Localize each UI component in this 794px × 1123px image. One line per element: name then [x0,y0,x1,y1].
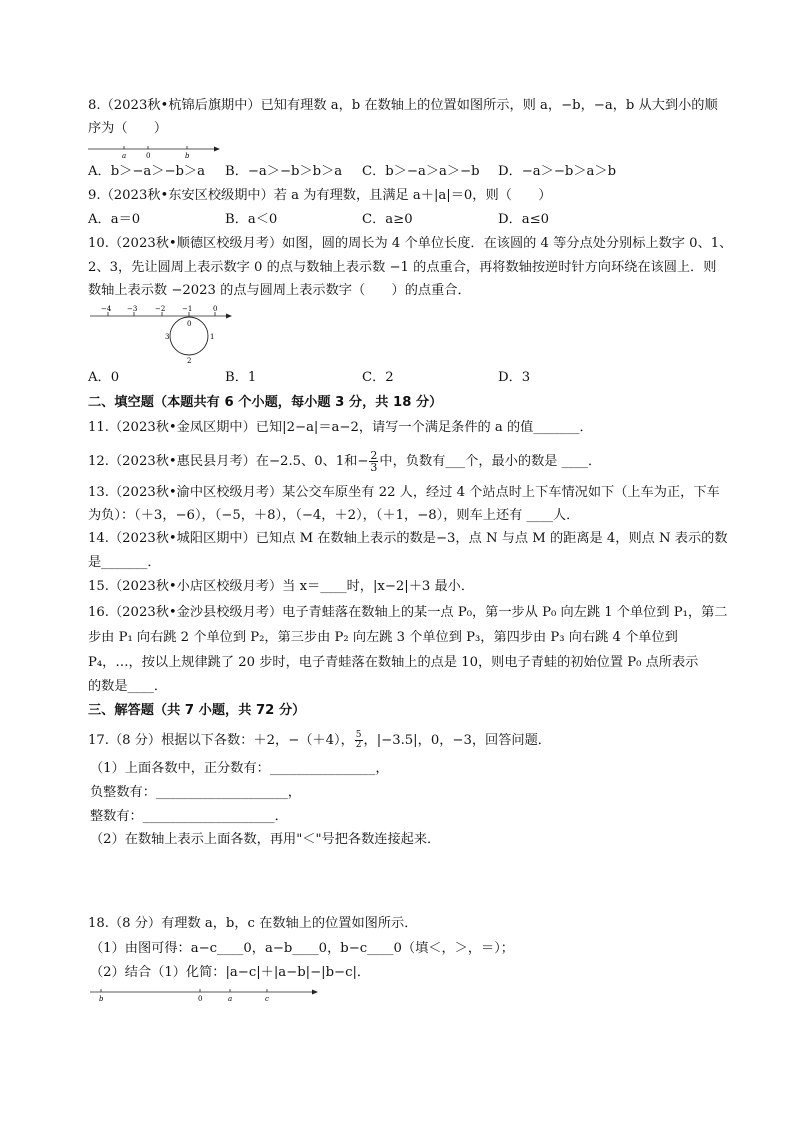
q18-sub2: （2）结合（1）化简：|a−c|＋|a−b|−|b−c|． [90,965,371,980]
q16-line4: 的数是____． [88,679,168,694]
q10-tick-minus3: −3 [127,305,138,313]
q10-circle-label-1: 1 [210,333,215,341]
q11-line: 11.（2023秋•金凤区期中）已知|2−a|＝a−2，请写一个满足条件的 a 的值_______． [88,420,593,435]
q10-line1: 10.（2023秋•顺德区校级月考）如图，圆的周长为 4 个单位长度．在该圆的 4 等分点处分别标上数字 0、1、 [88,236,733,251]
q18-fig-label-a: a [228,995,233,1003]
q17-sub3: 整数有：____________________． [90,809,288,824]
q16-line3: P₄，…，按以上规律跳了 20 步时，电子青蛙落在数轴上的点是 10，则电子青蛙的初始位置 P₀ 点所表示 [88,655,699,670]
q10-option-a: A．0 [88,370,120,385]
q10-option-c: C．2 [362,370,394,385]
q15-line: 15.（2023秋•小店区校级月考）当 x＝____时，|x−2|＋3 最小． [88,579,475,594]
q17-text-pre: 17.（8 分）根据以下各数：＋2，−（＋4）， [88,733,354,748]
q17-text-post: ，|−3.5|，0，−3，回答问题． [363,733,551,748]
q10-option-d: D．3 [498,370,531,385]
q8-option-d: D．−a＞−b＞a＞b [498,164,617,179]
q12-fraction-denominator: 3 [370,461,378,474]
section-fill-in-heading: 二、填空题（本题共有 6 个小题，每小题 3 分，共 18 分） [88,395,443,410]
q16-line2: 步由 P₁ 向右跳 2 个单位到 P₂，第三步由 P₂ 向左跳 3 个单位到 P₃，第四步由 P₃ 向右跳 4 个单位到 [88,630,678,645]
q18-fig-label-0: 0 [198,995,203,1003]
q8-option-b: B．−a＞−b＞b＞a [225,164,343,179]
q10-circle-label-0: 0 [187,320,192,328]
q9-line1: 9.（2023秋•东安区校级期中）若 a 为有理数，且满足 a＋|a|＝0，则（ ） [88,188,552,203]
q8-line2: 序为（ ） [88,121,168,136]
q17-fraction [355,731,363,750]
q8-fig-label-0: 0 [146,152,151,160]
q17-sub2: 负整数有：____________________， [90,785,301,800]
q16-line1: 16.（2023秋•金沙县校级月考）电子青蛙落在数轴上的某一点 P₀，第一步从 P₀ 向左跳 1 个单位到 P₁，第二 [88,605,728,620]
q12-text-pre: 12.（2023秋•惠民县月考）在−2.5、0、1和− [88,454,369,469]
q10-circle-label-3: 3 [165,333,170,341]
q17-line1 [88,731,551,750]
q13-line1: 13.（2023秋•渝中区校级月考）某公交车原坐有 22 人，经过 4 个站点时上下车情况如下（上车为正，下车 [88,485,720,500]
q12-line [88,450,601,473]
q17-sub4: （2）在数轴上表示上面各数，再用"＜"号把各数连接起来． [90,832,441,847]
q8-line1: 8.（2023秋•杭锦后旗期中）已知有理数 a，b 在数轴上的位置如图所示，则 a，−b，−a，b 从大到小的顺 [88,98,718,113]
q17-fraction-denominator: 2 [355,740,362,750]
q18-line1: 18.（8 分）有理数 a，b，c 在数轴上的位置如图所示． [88,916,418,931]
q10-option-b: B．1 [225,370,257,385]
q12-fraction [369,450,378,473]
q10-tick-0: 0 [213,305,218,313]
q10-line3: 数轴上表示数 −2023 的点与圆周上表示数字（ ）的点重合． [88,283,471,298]
q13-line2: 为负）：（＋3，−6），（−5，＋8），（−4，＋2），（＋1，−8），则车上还有 ____人． [88,508,580,523]
q17-fraction-numerator: 5 [355,730,362,740]
q10-tick-minus4: −4 [101,305,112,313]
section-answer-heading: 三、解答题（共 7 小题，共 72 分） [88,703,306,718]
q10-circle-label-2: 2 [187,357,192,365]
q10-line2: 2、3，先让圆周上表示数字 0 的点与数轴上表示数 −1 的点重合，再将数轴按逆时针方向环绕在该圆上．则 [88,260,717,275]
q9-option-d: D．a≤0 [498,212,550,227]
q10-tick-minus2: −2 [155,305,166,313]
q14-line1: 14.（2023秋•城阳区期中）已知点 M 在数轴上表示的数是−3，点 N 与点 M 的距离是 4，则点 N 表示的数 [88,531,728,546]
q9-option-b: B．a＜0 [225,212,278,227]
q18-fig-label-b: b [99,995,104,1003]
q8-fig-label-b: b [185,152,190,160]
q18-fig-label-c: c [265,995,269,1003]
q8-number-line [86,140,226,162]
q14-line2: 是_______． [88,555,161,570]
q18-sub1: （1）由图可得：a−c____0，a−b____0，b−c____0（填＜，＞，＝）； [90,941,514,956]
q9-option-a: A．a＝0 [88,212,141,227]
q8-option-a: A．b＞−a＞−b＞a [88,164,205,179]
q8-fig-label-a: a [122,152,127,160]
q10-tick-minus1: −1 [182,305,193,313]
q8-option-c: C．b＞−a＞a＞−b [362,164,480,179]
q12-fraction-numerator: 2 [370,449,378,462]
q17-sub1: （1）上面各数中，正分数有：________________， [90,761,389,776]
q9-option-c: C．a≥0 [362,212,413,227]
q12-text-post: 中，负数有___个，最小的数是 ____． [379,454,602,469]
q10-circle-figure [88,302,238,368]
q18-number-line [88,984,328,1006]
